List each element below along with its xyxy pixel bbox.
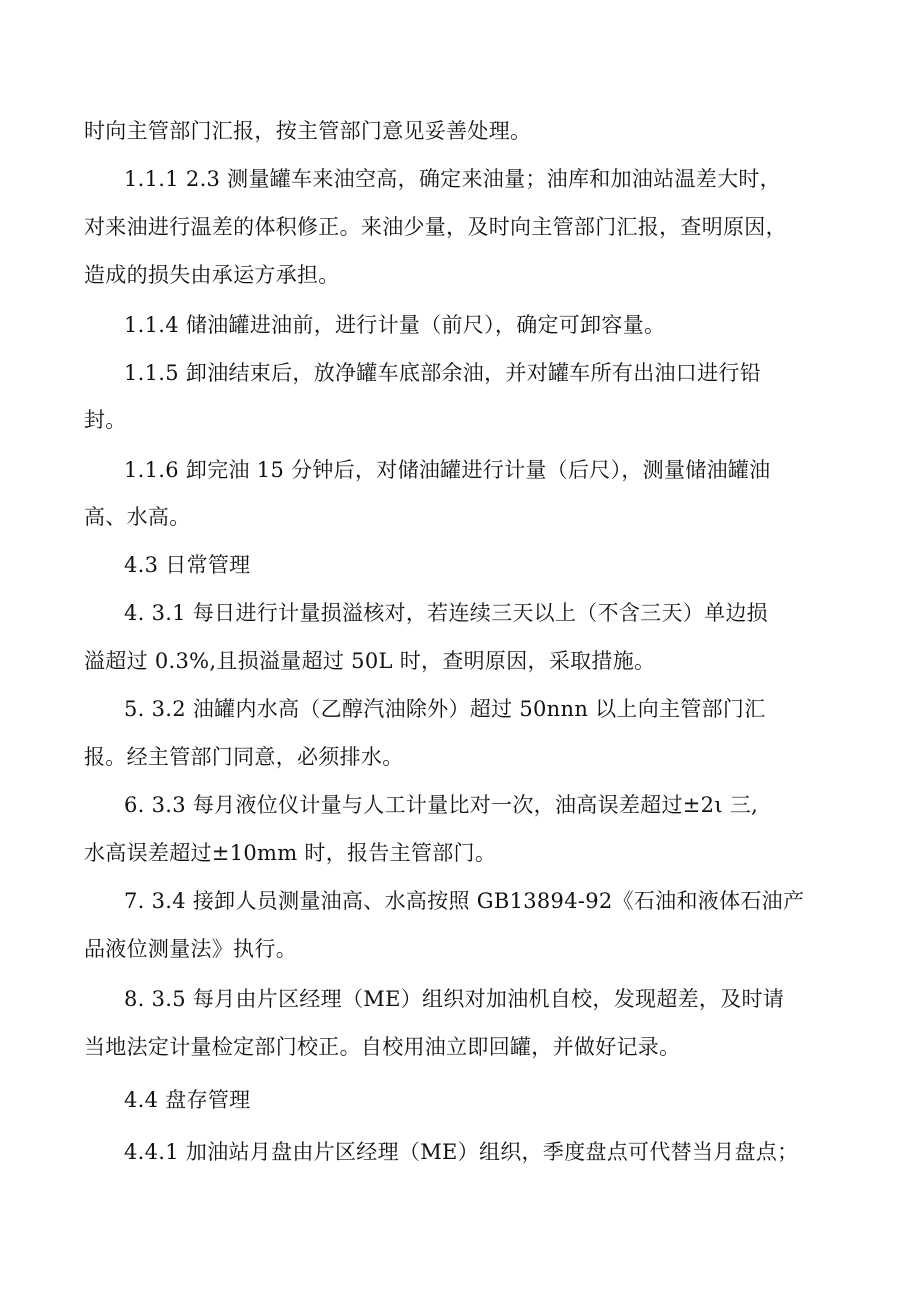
text-line: 4.4.1 加油站月盘由片区经理（ME）组织，季度盘点可代替当月盘点； — [124, 1140, 799, 1164]
text-line: 时向主管部门汇报，按主管部门意见妥善处理。 — [84, 119, 532, 143]
text-line: 4. 3.1 每日进行计量损溢核对，若连续三天以上（不含三天）单边损 — [124, 601, 768, 625]
text-line: 当地法定计量检定部门校正。自校用油立即回罐，并做好记录。 — [84, 1035, 681, 1059]
text-line: 6. 3.3 每月液位仪计量与人工计量比对一次，油高误差超过±2ι 三, — [124, 793, 759, 817]
text-line: 对来油进行温差的体积修正。来油少量，及时向主管部门汇报，查明原因， — [84, 215, 787, 239]
text-line: 7. 3.4 接卸人员测量油高、水高按照 GB13894-92《石油和液体石油产 — [124, 889, 805, 913]
text-line: 1.1.1 2.3 测量罐车来油空高，确定来油量；油库和加油站温差大时， — [124, 167, 781, 191]
text-line: 高、水高。 — [84, 505, 191, 529]
text-line: 水高误差超过±10mm 时，报告主管部门。 — [84, 841, 497, 865]
text-line: 5. 3.2 油罐内水高（乙醇汽油除外）超过 50nnn 以上向主管部门汇 — [124, 697, 766, 721]
text-line: 溢超过 0.3%,且损溢量超过 50L 时，查明原因，采取措施。 — [84, 649, 656, 673]
text-line: 封。 — [84, 408, 127, 432]
text-line: 品液位测量法》执行。 — [84, 937, 297, 961]
text-line: 1.1.5 卸油结束后，放净罐车底部余油，并对罐车所有出油口进行铅 — [124, 361, 762, 385]
text-line: 1.1.4 储油罐进油前，进行计量（前尺），确定可卸容量。 — [124, 313, 666, 337]
text-line: 造成的损失由承运方承担。 — [84, 263, 340, 287]
section-heading: 4.4 盘存管理 — [124, 1088, 251, 1112]
text-line: 报。经主管部门同意，必须排水。 — [84, 745, 404, 769]
section-heading: 4.3 日常管理 — [124, 553, 251, 577]
text-line: 8. 3.5 每月由片区经理（ME）组织对加油机自校，发现超差，及时请 — [124, 987, 785, 1011]
text-line: 1.1.6 卸完油 15 分钟后，对储油罐进行计量（后尺），测量储油罐油 — [124, 458, 771, 482]
